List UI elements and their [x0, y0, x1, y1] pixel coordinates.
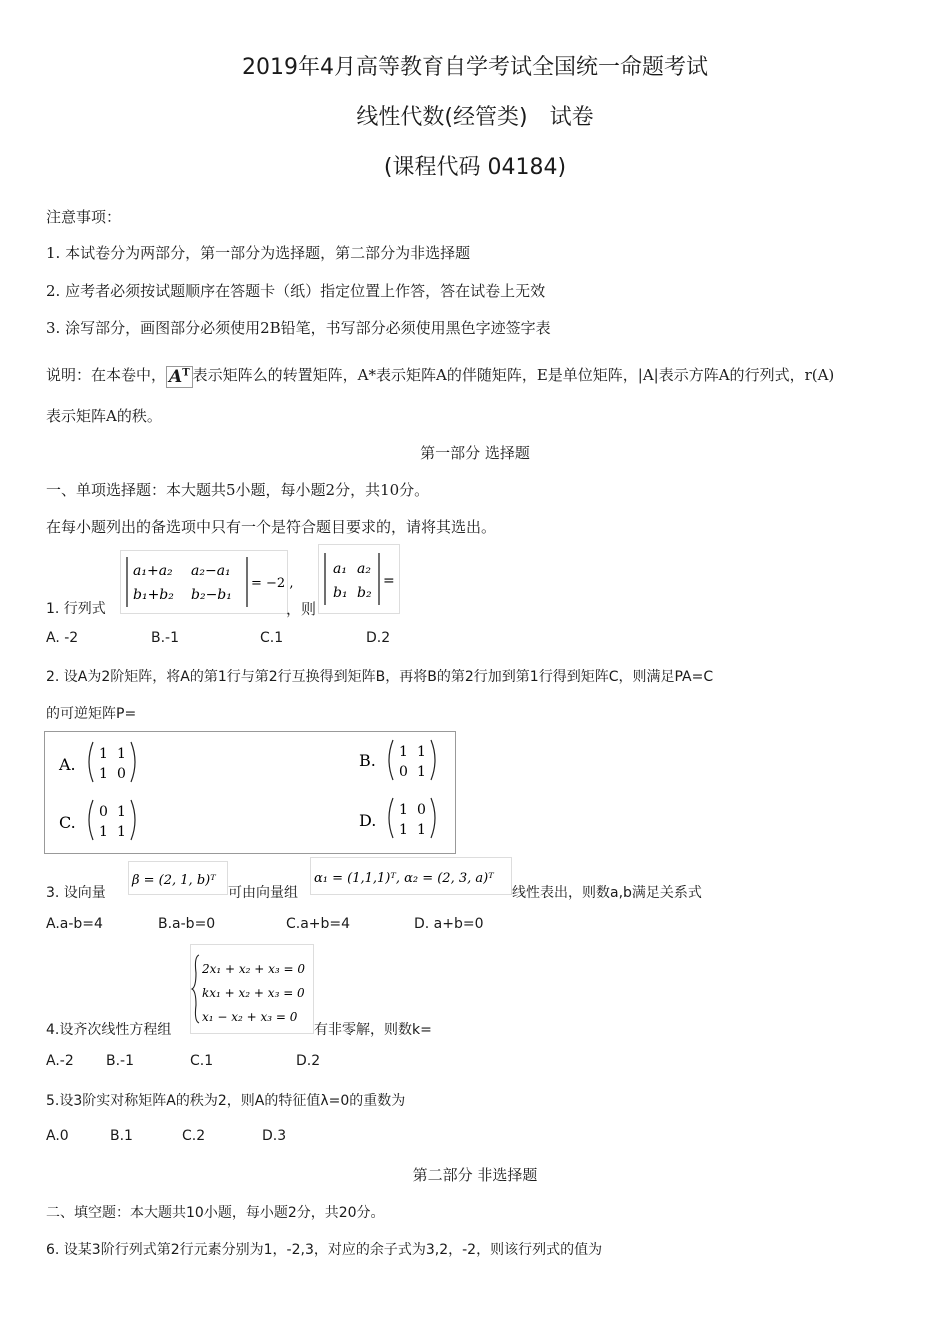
q1-option-c: C.1: [260, 630, 284, 646]
q2-c-m11: 0: [99, 804, 108, 820]
q4-system-svg: [191, 945, 313, 1033]
q3-suffix: 线性表出，则数a,b满足关系式: [512, 885, 702, 901]
notes-heading: 注意事项：: [46, 208, 122, 226]
part1-instruction: 在每小题列出的备选项中只有一个是符合题目要求的，请将其选出。: [46, 518, 497, 536]
q1-det1-equals: = −2 ,: [251, 576, 294, 591]
q3-prefix: 3. 设向量: [46, 885, 106, 901]
q1-det2-r2c1: b₁: [333, 585, 348, 601]
transpose-symbol: [166, 366, 193, 388]
transpose-superscript: T: [182, 367, 190, 379]
q3-option-b: B.a-b=0: [158, 916, 216, 932]
q1-det2-equals: =: [383, 573, 395, 589]
q1-det2-r1c2: a₂: [357, 561, 371, 577]
q2-d-m22: 1: [417, 822, 426, 838]
q2-a-m11: 1: [99, 746, 108, 762]
q5-option-b: B.1: [110, 1128, 133, 1144]
q1-det1-r1c1: a₁+a₂: [133, 563, 173, 579]
q1-middle: ，则: [286, 600, 317, 618]
q5-option-a: A.0: [46, 1128, 69, 1144]
q1-det2-r1c1: a₁: [333, 561, 347, 577]
q4-suffix: 有非零解，则数k=: [314, 1022, 432, 1038]
explanation-line-2: 表示矩阵A的秩。: [46, 407, 162, 425]
page-title: 2019年4月高等教育自学考试全国统一命题考试: [242, 55, 708, 80]
note-item-3: 3. 涂写部分，画图部分必须使用2B铅笔，书写部分必须使用黑色字迹签字表: [46, 319, 551, 337]
part2-heading: 第二部分 非选择题: [412, 1166, 538, 1184]
q2-d-m11: 1: [399, 802, 408, 818]
q3-beta-svg: [129, 862, 227, 894]
q2-a-m22: 0: [117, 766, 126, 782]
q2-a-m21: 1: [99, 766, 108, 782]
q1-det1-r2c1: b₁+b₂: [133, 587, 174, 603]
transpose-base: A: [169, 367, 183, 387]
explanation-line-1: [46, 364, 834, 388]
q1-det1-r1c2: a₂−a₁: [191, 563, 231, 579]
q2-d-m21: 1: [399, 822, 408, 838]
q3-alpha-svg: [311, 858, 511, 894]
q3-beta-image: [128, 861, 228, 895]
q3-alpha-text: α₁ = (1,1,1)ᵀ, α₂ = (2, 3, a)ᵀ: [314, 871, 494, 886]
note-item-1: 1. 本试卷分为两部分，第一部分为选择题，第二部分为非选择题: [46, 244, 471, 262]
q1-option-b: B.-1: [151, 630, 180, 646]
part2-section: 二、填空题：本大题共10小题，每小题2分，共20分。: [46, 1205, 385, 1221]
q4-equation-2: kx₁ + x₂ + x₃ = 0: [202, 986, 305, 1000]
q2-option-b-label: B.: [359, 751, 376, 770]
q4-system-image: [190, 944, 314, 1034]
q4-prefix: 4.设齐次线性方程组: [46, 1022, 172, 1038]
explanation-prefix: 说明：在本卷中，: [46, 366, 167, 384]
q2-options-image: [44, 731, 456, 854]
q5-option-c: C.2: [182, 1128, 206, 1144]
q2-option-d-label: D.: [359, 811, 377, 830]
q5-option-d: D.3: [262, 1128, 287, 1144]
q3-option-d: D. a+b=0: [414, 916, 484, 932]
q2-line-1: 2. 设A为2阶矩阵，将A的第1行与第2行互换得到矩阵B，再将B的第2行加到第1行得到矩阵C，则满足PA=C: [46, 669, 714, 685]
q4-option-a: A.-2: [46, 1053, 74, 1069]
q2-b-m21: 0: [399, 764, 408, 780]
part1-section: 一、单项选择题：本大题共5小题，每小题2分，共10分。: [46, 481, 430, 499]
q1-determinant-image-1: [120, 550, 294, 614]
q1-det2-r2c2: b₂: [357, 585, 372, 601]
q4-equation-1: 2x₁ + x₂ + x₃ = 0: [202, 962, 306, 976]
q3-option-a: A.a-b=4: [46, 916, 103, 932]
q2-b-m22: 1: [417, 764, 426, 780]
q3-alpha-image: [310, 857, 512, 895]
course-code: (课程代码 04184): [383, 155, 567, 180]
q2-option-a-label: A.: [59, 755, 76, 774]
q3-option-c: C.a+b=4: [286, 916, 351, 932]
q6-text: 6. 设某3阶行列式第2行元素分别为1，-2,3，对应的余子式为3,2，-2，则该行列式的值为: [46, 1242, 603, 1258]
note-item-2: 2. 应考者必须按试题顺序在答题卡（纸）指定位置上作答，答在试卷上无效: [46, 282, 546, 300]
q4-option-b: B.-1: [106, 1053, 135, 1069]
q1-option-a: A. -2: [46, 630, 79, 646]
q2-b-m11: 1: [399, 744, 408, 760]
q1-det2-svg: [319, 545, 399, 613]
q5-text: 5.设3阶实对称矩阵A的秩为2，则A的特征值λ=0的重数为: [46, 1093, 406, 1109]
q2-c-m21: 1: [99, 824, 108, 840]
q1-prefix: 1. 行列式: [46, 601, 106, 617]
q1-option-d: D.2: [366, 630, 391, 646]
q2-a-m12: 1: [117, 746, 126, 762]
q3-beta-text: β = (2, 1, b)ᵀ: [132, 873, 216, 888]
q1-det1-r2c2: b₂−b₁: [191, 587, 232, 603]
q4-option-c: C.1: [190, 1053, 214, 1069]
q4-equation-3: x₁ − x₂ + x₃ = 0: [202, 1010, 298, 1024]
q2-b-m12: 1: [417, 744, 426, 760]
q2-options-svg: [45, 732, 455, 853]
q4-option-d: D.2: [296, 1053, 321, 1069]
page-subtitle: 线性代数(经管类) 试卷: [356, 105, 594, 130]
q2-c-m22: 1: [117, 824, 126, 840]
q2-line-2: 的可逆矩阵P=: [46, 706, 137, 722]
explanation-rest: 表示矩阵么的转置矩阵，A*表示矩阵A的伴随矩阵，E是单位矩阵，|A|表示方阵A的行列式，r(A): [192, 366, 835, 384]
q2-c-m12: 1: [117, 804, 126, 820]
q2-d-m12: 0: [417, 802, 426, 818]
q1-determinant-image-2: [318, 544, 400, 614]
q1-det1-svg: [121, 551, 294, 613]
q2-option-c-label: C.: [59, 813, 76, 832]
q3-middle: 可由向量组: [228, 885, 298, 901]
part1-heading: 第一部分 选择题: [420, 444, 530, 462]
